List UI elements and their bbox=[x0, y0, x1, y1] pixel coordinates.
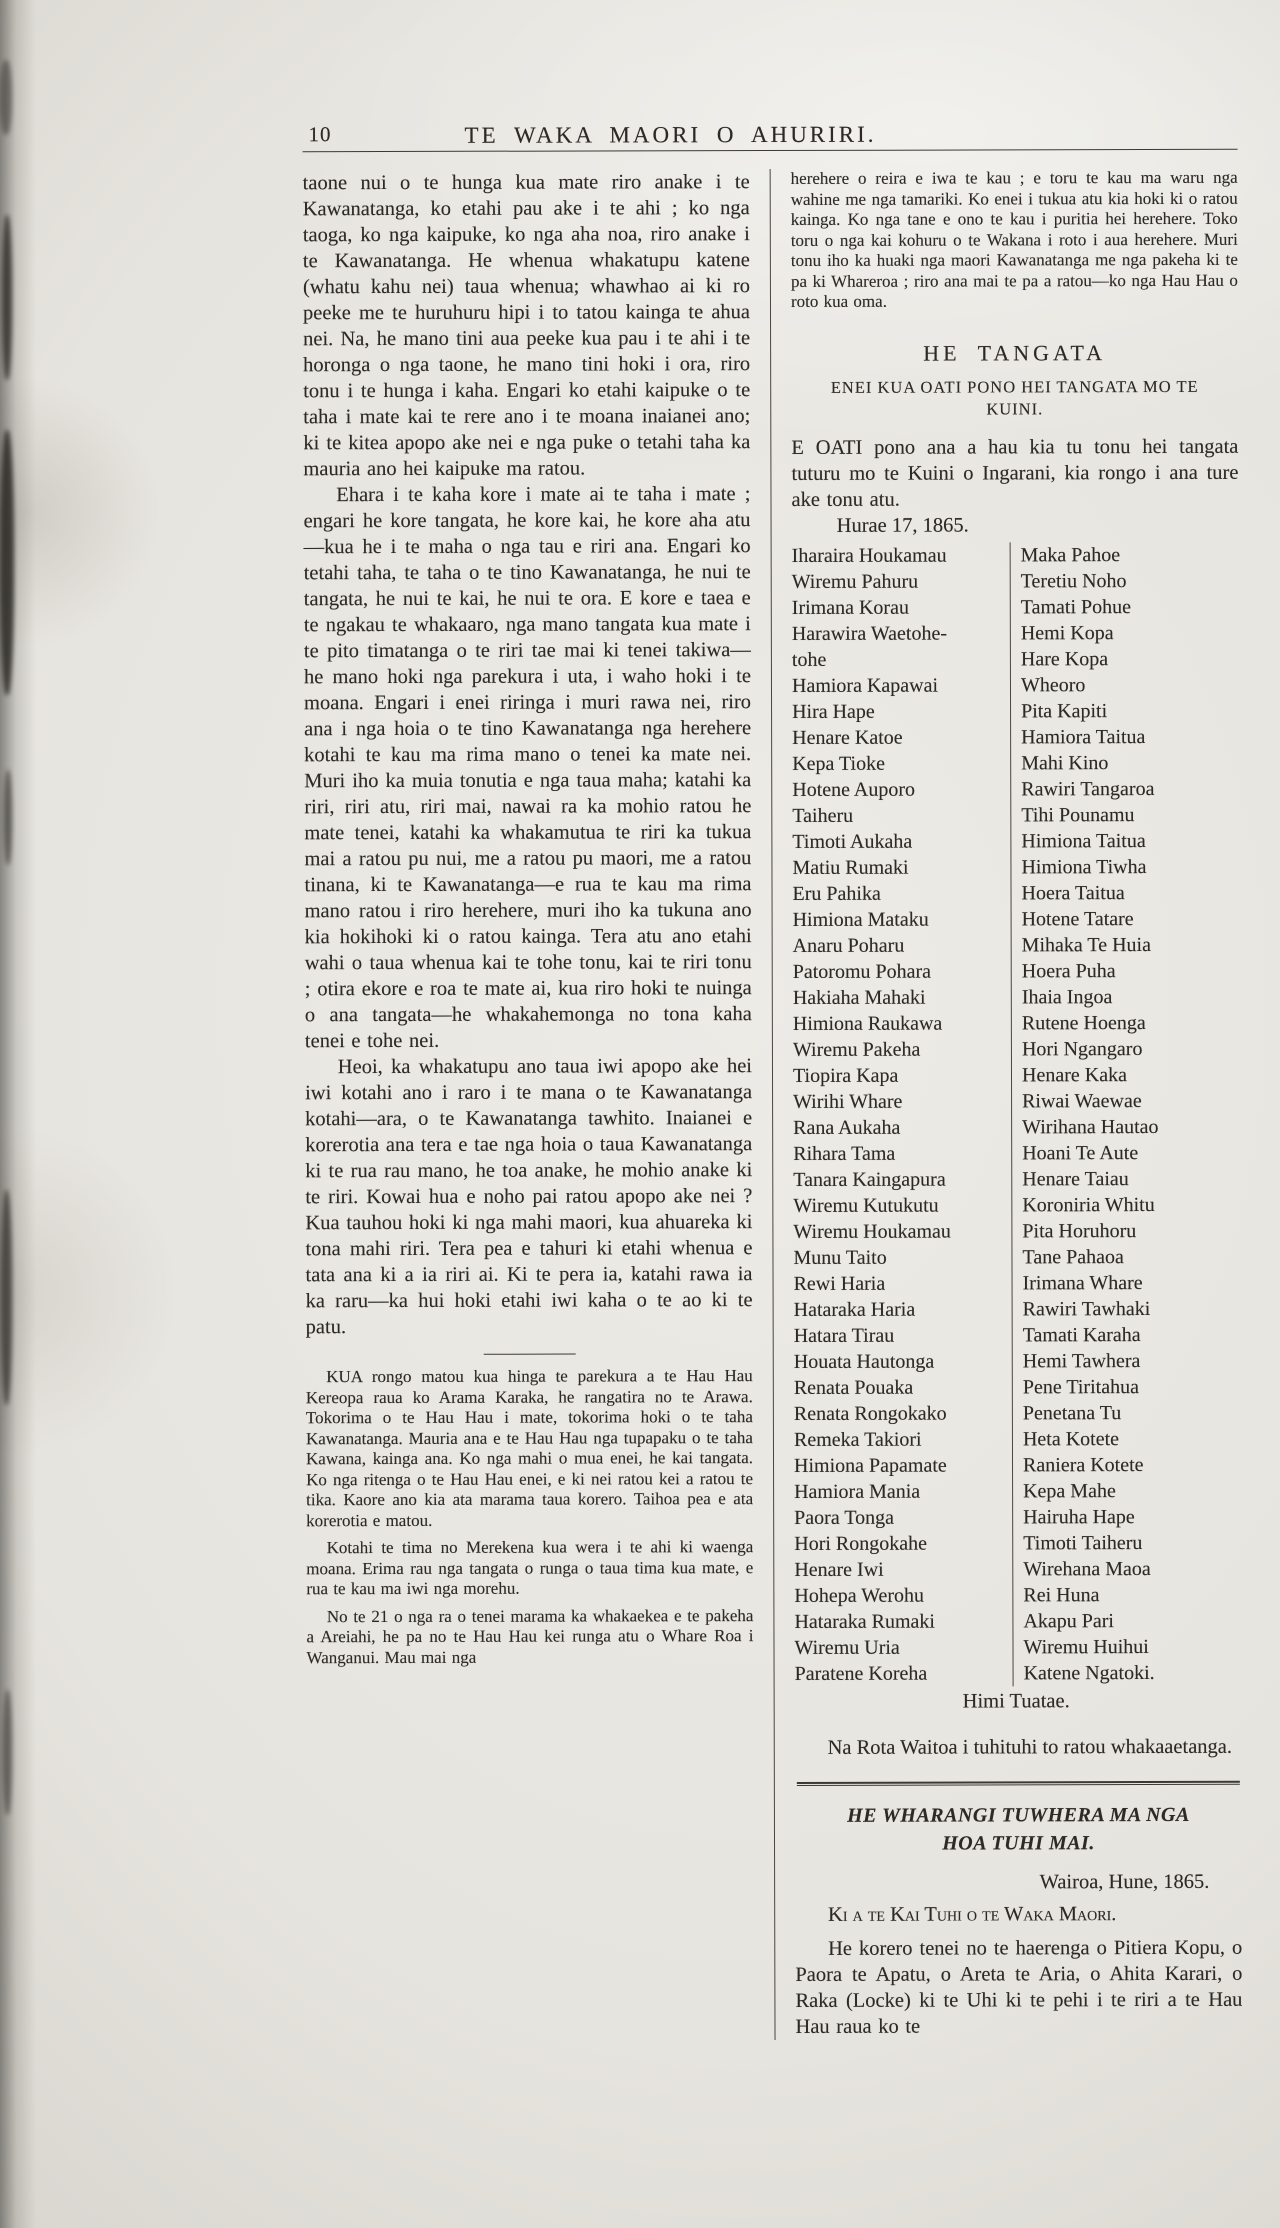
signatory-name: Pita Horuhoru bbox=[1022, 1219, 1137, 1242]
signatory-name: Munu Taito bbox=[793, 1246, 887, 1269]
signatory-name: Maka Pahoe bbox=[1020, 543, 1121, 566]
paragraph: Ehara i te kaha kore i mate ai te taha i mate ; engari he kore tangata, he kore kai, he kore aha atu—kua he i te maha o nga tau e riri ana. Engari ko tetahi taha, te taha o te tino Kawanatanga, he nui te tangata, he nui te kai, he nui te ora. E kore e taea e te ngakau te whakaaro, nga mano tangata kua mate i te pito timatanga o te riri tae mai ki tenei takiwa—he mano hoki nga parekura i uta, i waho hoki i te moana. Engari i enei riringa i muri rawa nei, riro ana i nga hoia o te tino Kawanatanga nga herehere kotahi te kau ma rima mano o tenei ka mate nei. Muri iho ka muia tonutia e nga taua maha; katahi ka riri, riri atu, riri mai, nawai ra ka mohio ratou he mate tenei, katahi ka whakamutua te riri ka tukua mai a ratou pu nui, me a ratou pu maori, me a ratou tinana, ki te Kawanatanga—e rua te kau ma rima mano ratou i riro herehere, muri iho ka tukuna ano kia hokihoki ki o ratou kainga. Tera atu ano etahi wahi o taua whenua kai te tohe tonu, kai te riri tonu ; otira ekore e roa te mate ai, kua riro hoki te nuinga o ana tangata—he whakahemonga no tona kaha tenei e tohe nei. bbox=[303, 483, 752, 1053]
signatory-name: Matiu Rumaki bbox=[792, 856, 909, 879]
signatory-name: Rihara Tama bbox=[793, 1142, 896, 1165]
signatory-name: Hotene Auporo bbox=[792, 778, 916, 801]
signatory-name: Rewi Haria bbox=[793, 1272, 886, 1295]
signatory-name: Pita Kapiti bbox=[1021, 699, 1108, 722]
signatory-name: Wirehana Maoa bbox=[1023, 1557, 1151, 1580]
paragraph: Heoi, ka whakatupu ano taua iwi apopo ake hei iwi kotahi ano i raro i te mana o te Kawanatanga kotahi—ara, o te Kawanatanga tawhito. Inaianei e korerotia ana tera e tae nga hoia o taua Kawanatanga ki te rua rau mano, he toa anake, he mohio anake ki te riri. Kowai hua e noho pai ratou apopo ake nei ? Kua tauhou hoki ki nga mahi maori, kua ahuareka ki tona mahi riri. Tera pea e tahuri ki etahi whenua e tata ana ki a ia riri ai. Ki te pera ia, katahi rawa ia ka raru—ka hui hoki etahi iwi kaha o te ao ki te patu. bbox=[305, 1055, 753, 1339]
signatory-name: Hakiaha Mahaki bbox=[792, 986, 926, 1009]
attestation: Na Rota Waitoa i tuhituhi to ratou whakaaetanga. bbox=[827, 1735, 1233, 1759]
ink-mark bbox=[0, 60, 12, 135]
signatory-name: Wiremu Uria bbox=[794, 1636, 900, 1659]
signatory-name: Irimana Korau bbox=[791, 596, 909, 619]
letter-dateline: Wairoa, Hune, 1865. bbox=[1039, 1870, 1210, 1893]
signatory-name: Riwai Waewae bbox=[1022, 1089, 1142, 1112]
section-rule bbox=[483, 1354, 575, 1355]
signatory-name: Teretiu Noho bbox=[1020, 569, 1127, 592]
signatory-name: Wiremu Pakeha bbox=[792, 1038, 921, 1061]
signatory-name: Hatara Tirau bbox=[793, 1324, 895, 1347]
signatory-name: Henare Taiau bbox=[1022, 1167, 1129, 1190]
page-number: 10 bbox=[308, 122, 332, 147]
signatory-name: Paora Tonga bbox=[794, 1506, 895, 1529]
signatory-name: Rawiri Tangaroa bbox=[1021, 777, 1155, 800]
signatory-name: Kepa Mahe bbox=[1023, 1479, 1116, 1502]
signatory-name: Kepa Tioke bbox=[792, 752, 886, 775]
ink-mark bbox=[2, 215, 12, 380]
signatory-name: Raniera Kotete bbox=[1022, 1453, 1144, 1476]
signatory-name: Renata Rongokako bbox=[793, 1402, 947, 1425]
signatory-name: Hataraka Haria bbox=[793, 1298, 916, 1321]
signatory-name: Hoani Te Aute bbox=[1022, 1141, 1139, 1164]
signatory-name: Himiona Mataku bbox=[792, 908, 929, 931]
signatory-name: Himiona Taitua bbox=[1021, 829, 1146, 852]
signatory-name: Hamiora Mania bbox=[794, 1480, 921, 1503]
signatory-name: Hoera Taitua bbox=[1021, 881, 1125, 904]
signatory-name: Hemi Tawhera bbox=[1022, 1349, 1141, 1372]
signatory-name: Irimana Whare bbox=[1022, 1271, 1143, 1294]
signatories-list bbox=[792, 541, 1242, 1686]
signatory-name: Hare Kopa bbox=[1020, 647, 1109, 670]
signatory-name: Henare Iwi bbox=[794, 1558, 884, 1581]
signatory-name: Wirihana Hautao bbox=[1022, 1115, 1159, 1138]
signatory-name: Heta Kotete bbox=[1022, 1427, 1120, 1450]
ink-mark bbox=[1, 1190, 12, 1405]
signatory-name: Tane Pahaoa bbox=[1022, 1245, 1124, 1268]
signatory-name: Penetana Tu bbox=[1022, 1401, 1122, 1424]
ink-mark bbox=[0, 430, 14, 695]
signatory-name: Himiona Raukawa bbox=[792, 1012, 943, 1035]
signatory-name: Hotene Tatare bbox=[1021, 907, 1134, 930]
signatory-name: Tamati Karaha bbox=[1022, 1323, 1141, 1346]
signatory-name: Iharaira Houkamau bbox=[791, 544, 947, 567]
signatory-name: Houata Hautonga bbox=[793, 1350, 935, 1373]
signatory-name: Hori Rongokahe bbox=[794, 1532, 928, 1555]
signatory-name: Tiopira Kapa bbox=[792, 1064, 899, 1087]
signatory-name: Hira Hape bbox=[792, 700, 875, 723]
names-left bbox=[792, 542, 1013, 1687]
signatory-name: Ihaia Ingoa bbox=[1021, 985, 1113, 1008]
page-header bbox=[302, 107, 1237, 151]
signatory-name: Patoromu Pohara bbox=[792, 960, 932, 983]
signatory-name: Paratene Koreha bbox=[794, 1662, 928, 1685]
article-subtitle: ENEI KUA OATI PONO HEI TANGATA MO TE KUINI. bbox=[830, 376, 1199, 418]
news-item-continuation: herehere o reira e iwa te kau ; e toru te kau ma waru nga wahine me nga tamariki. Ko enei i tukua atu kia hoki ki o ratou kainga. Ko nga tane e ono te kau i puritia hei herehere. Toko toru o nga kai kohuru o te Wakana i roto i aua herehere. Muri tonu iho ka huaki nga maori Kawanatanga me nga pakeha ki te pa ki Whareroa ; riro ana mai te pa a ratou—ko nga Hau Hau o roto kua oma. bbox=[790, 167, 1238, 311]
signatory-name: Hori Ngangaro bbox=[1021, 1037, 1143, 1060]
news-item: No te 21 o nga ra o tenei marama ka whakaekea e te pakeha a Areiahi, he pa no te Hau Hau kei runga atu o Whare Roa i Wanganui. Mau mai nga bbox=[306, 1605, 754, 1667]
letters-heading: HE WHARANGI TUWHERA MA NGA HOA TUHI MAI. bbox=[847, 1803, 1190, 1855]
signatory-name: Wiremu Houkamau bbox=[793, 1220, 951, 1243]
signatory-name: Wirihi Whare bbox=[793, 1090, 903, 1113]
signatory-name: Tihi Pounamu bbox=[1021, 803, 1135, 826]
signatory-name: Rei Huna bbox=[1023, 1583, 1100, 1606]
left-column-paragraphs bbox=[303, 169, 753, 1340]
oath-date: Hurae 17, 1865. bbox=[836, 513, 969, 537]
section-divider bbox=[797, 1780, 1240, 1785]
ink-mark bbox=[3, 1690, 12, 1815]
closing-signatory: Himi Tuatae. bbox=[962, 1689, 1070, 1713]
signatory-name: Timoti Taiheru bbox=[1023, 1531, 1143, 1554]
signatory-name: Himiona Papamate bbox=[793, 1454, 947, 1477]
signatory-name: Hataraka Rumaki bbox=[794, 1610, 935, 1633]
signatory-name: Wiremu Pahuru bbox=[791, 570, 919, 593]
column-divider bbox=[770, 169, 776, 2039]
signatory-name: Akapu Pari bbox=[1023, 1609, 1115, 1632]
text-block bbox=[302, 107, 1242, 2041]
signatory-name: Rawiri Tawhaki bbox=[1022, 1297, 1151, 1320]
signatory-name: Tanara Kaingapura bbox=[793, 1168, 946, 1191]
signatory-name: Henare Kaka bbox=[1021, 1063, 1127, 1086]
names-right bbox=[1021, 541, 1242, 1686]
news-item: KUA rongo matou kua hinga te parekura a te Hau Hau Kereopa raua ko Arama Karaka, he rangatira no te Arawa. Tokorima o te Hau Hau i mate, tokorima hoki o te taha Kawanatanga. Mauria ana e te Hau Hau nga tupapaku o te taha Kawana, kainga ana. Ko nga mahi o mua enei, he kai tangata. Ko nga ritenga o te Hau Hau enei, e ki nei ratou kei a ratou te tika. Kaore ano kia ata marama taua korero. Taihoa pea e ata korerotia e matou. bbox=[305, 1366, 754, 1530]
signatory-name: tohe bbox=[791, 648, 827, 671]
signatory-name: Wheoro bbox=[1020, 673, 1086, 696]
signatory-name: Rutene Hoenga bbox=[1021, 1011, 1146, 1034]
signatory-name: Renata Pouaka bbox=[793, 1376, 914, 1399]
signatory-name: Himiona Tiwha bbox=[1021, 855, 1147, 878]
signatory-name: Hamiora Kapawai bbox=[791, 674, 939, 697]
signatory-name: Wiremu Kutukutu bbox=[793, 1194, 939, 1217]
paragraph: taone nui o te hunga kua mate riro anake i te Kawanatanga, ko etahi pau ake i te ahi ; ko nga taoga, ko nga kaipuke, ko nga aha noa, riro anake i te Kawanatanga. He whenua whakatupu katene (whatu kahu nei) taua whenua; whawhao ai ki ro peeke me te huruhuru hipi i to tatou kainga te ahua nei. Na, he mano tini aua peeke kua pau i te ahi i te horonga o nga taone, he mano tini hoki i ora, riro tonu i te hunga i kaha. Engari ko etahi kaipuke o te taha i mate kai te rere ano i te moana inaianei ano; ki te kitea apopo ake nei e nga puke o tetahi taha ka mauria ano hei kaipuke ma ratou. bbox=[302, 171, 751, 481]
ink-mark bbox=[4, 770, 12, 865]
signatory-name: Rana Aukaha bbox=[793, 1116, 901, 1139]
news-item: Kotahi te tima no Merekena kua wera i te ahi ki waenga moana. Erima rau nga tangata o runga o taua tima kua mate, e rua te kau ma iwi nga morehu. bbox=[306, 1537, 754, 1599]
signatory-name: Mahi Kino bbox=[1021, 751, 1109, 774]
letter-body: He korero tenei no te haerenga o Pitiera Kopu, o Paora te Apatu, o Areta te Aria, o Ahita Karari, o Raka (Locke) ki te Uhi ki te pehi i te riri a te Hau Hau raua ko te bbox=[795, 1936, 1243, 2038]
signatory-name: Tamati Pohue bbox=[1020, 595, 1132, 618]
signatory-name: Pene Tiritahua bbox=[1022, 1375, 1139, 1398]
letter-salutation: Ki a te Kai Tuhi o te Waka Maori. bbox=[827, 1902, 1117, 1926]
signatory-name: Koroniria Whitu bbox=[1022, 1193, 1155, 1216]
news-items bbox=[306, 1366, 754, 1668]
signatory-name: Henare Katoe bbox=[792, 726, 903, 749]
signatory-name: Harawira Waetohe- bbox=[791, 622, 948, 645]
masthead: TE WAKA MAORI O AHURIRI. bbox=[464, 121, 877, 148]
signatory-name: Timoti Aukaha bbox=[792, 830, 913, 853]
left-column bbox=[303, 169, 755, 2041]
signatory-name: Hemi Kopa bbox=[1020, 621, 1114, 644]
signatory-name: Taiheru bbox=[792, 804, 854, 827]
signatory-name: Hamiora Taitua bbox=[1021, 725, 1146, 748]
right-column bbox=[791, 168, 1243, 2040]
signatory-name: Wiremu Huihui bbox=[1023, 1635, 1149, 1658]
signatory-name: Hoera Puha bbox=[1021, 959, 1116, 982]
signatory-name: Hairuha Hape bbox=[1023, 1505, 1135, 1528]
signatory-name: Hohepa Werohu bbox=[794, 1584, 925, 1607]
oath-text: E OATI pono ana a hau kia tu tonu hei tangata tuturu mo te Kuini o Ingarani, kia rongo i ana ture ake tonu atu. bbox=[791, 435, 1239, 511]
article-title: HE TANGATA bbox=[923, 339, 1107, 366]
signatory-name: Eru Pahika bbox=[792, 882, 881, 905]
signatory-name: Anaru Poharu bbox=[792, 934, 905, 957]
signatory-name: Remeka Takiori bbox=[793, 1428, 922, 1451]
columns bbox=[303, 168, 1243, 2041]
signatory-name: Mihaka Te Huia bbox=[1021, 933, 1152, 956]
signatory-name: Katene Ngatoki. bbox=[1023, 1661, 1155, 1684]
